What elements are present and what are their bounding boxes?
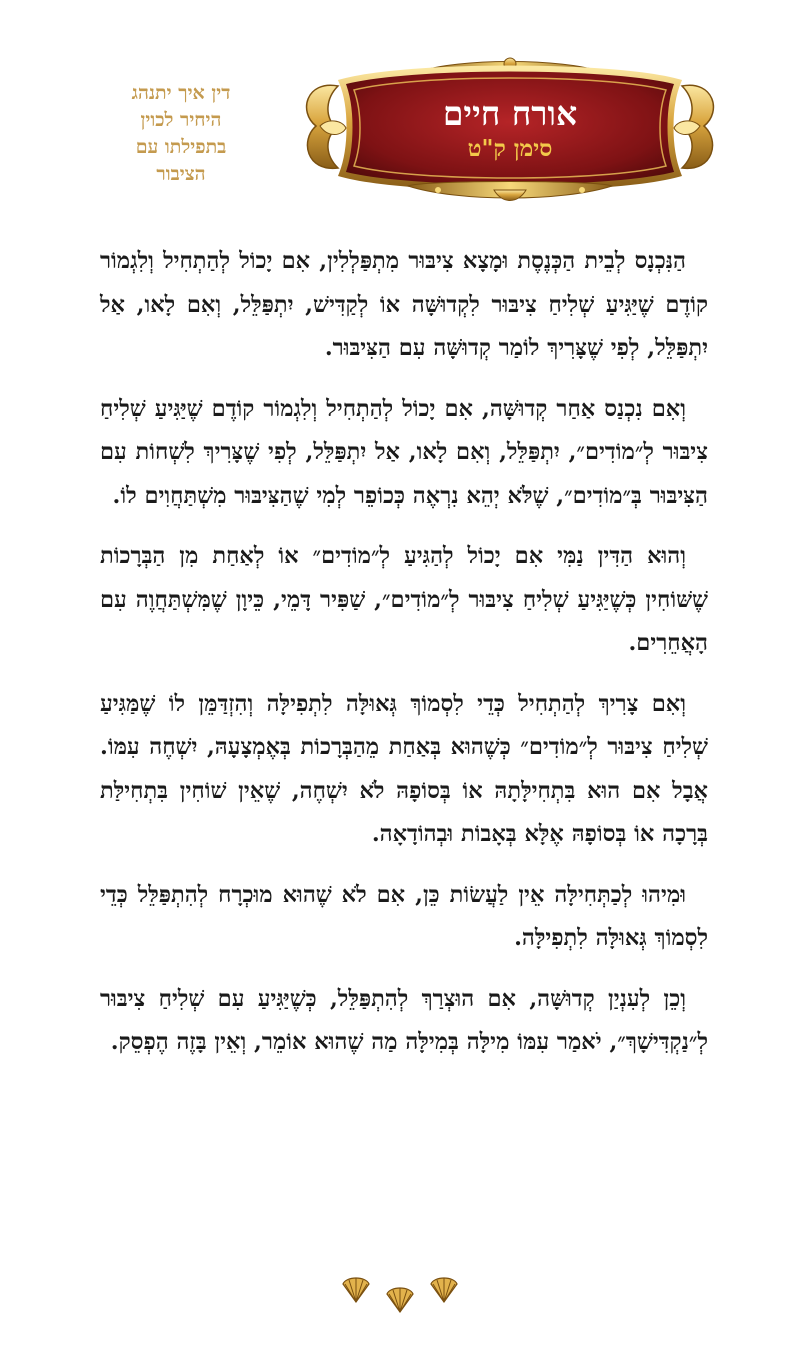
paragraph: וְכֵן לְעִנְיַן קְדוּשָּׁה, אִם הוּצְרַךְ לְהִתְפַּלֵּל, כְּשֶׁיַּגִּיעַ עִם שְׁלִיחַ צִיבּוּר לְ״נַקְדִּישָׁךְ״, יֹאמַר עִמּוֹ מִילָּה בְּמִילָּה מַה שֶׁהוּא אוֹמֵר, וְאֵין בָּזֶה הֶפְסֵק. [100, 985, 708, 1055]
topic-line: הציבור [156, 163, 206, 185]
topic-heading [96, 80, 266, 188]
topic-line: בתפילתו עם [135, 136, 227, 158]
paragraph: וְאִם צָרִיךְ לְהַתְחִיל כְּדֵי לִסְמוֹךְ גְּאוּלָּה לִתְפִילָּה וְהִזְדַּמֵּן לוֹ שֶׁמַּגִּיעַ שְׁלִיחַ צִיבּוּר לְ״מוֹדִים״ כְּשֶׁהוּא בְּאַחַת מֵהַבְּרָכוֹת בְּאֶמְצָעָהּ, יִשְׁחֶה עִמּוֹ. אֲבָל אִם הוּא בִּתְחִילָּתָהּ אוֹ בְּסוֹפָהּ לֹא יִשְׁחֶה, שֶׁאֵין שׁוֹחִין בִּתְחִילַּת בְּרָכָה אוֹ בְּסוֹפָהּ אֶלָּא בְּאָבוֹת וּבְהוֹדָאָה. [100, 690, 708, 847]
shell-ornament-icon [428, 1272, 460, 1304]
banner-subtitle: סימן ק"ט [467, 135, 553, 162]
topic-line: דין איך יתנהג [131, 82, 231, 104]
paragraph: וְהוּא הַדִּין נַמִּי אִם יָכוֹל לְהַגִּיעַ לְ״מוֹדִים״ אוֹ לְאַחַת מִן הַבְּרָכוֹת שֶׁשּׁוֹחִין כְּשֶׁיַּגִּיעַ שְׁלִיחַ צִיבּוּר לְ״מוֹדִים״, שַׁפִּיר דָּמֵי, כֵּיוָן שֶׁמִּשְׁתַּחֲוֶה עִם הָאֲחֵרִים. [100, 543, 708, 656]
topic-line: היחיר לכוין [140, 109, 222, 131]
halacha-text [100, 240, 708, 1082]
paragraph: הַנִּכְנָס לְבֵית הַכְּנֶסֶת וּמָצָא צִיבּוּר מִתְפַּלְלִין, אִם יָכוֹל לְהַתְחִיל וְלִגְמוֹר קוֹדֶם שֶׁיַּגִּיעַ שְׁלִיחַ צִיבּוּר לִקְדוּשָּׁה אוֹ לְקַדִּישׁ, יִתְפַּלֵּל, וְאִם לָאו, אַל יִתְפַּלֵּל, לְפִי שֶׁצָּרִיךְ לוֹמַר קְדוּשָּׁה עִם הַצִּיבּוּר. [100, 248, 708, 361]
paragraph: וְאִם נִכְנַס אַחַר קְדוּשָּׁה, אִם יָכוֹל לְהַתְחִיל וְלִגְמוֹר קוֹדֶם שֶׁיַּגִּיעַ שְׁלִיחַ צִיבּוּר לְ״מוֹדִים״, יִתְפַּלֵּל, וְאִם לָאו, אַל יִתְפַּלֵּל, לְפִי שֶׁצָּרִיךְ לִשְׁחוֹת עִם הַצִּיבּוּר בְּ״מוֹדִים״, שֶׁלֹּא יְהֵא נִרְאֶה כְּכוֹפֵר לְמִי שֶׁהַצִּיבּוּר מִשְׁתַּחֲוִים לוֹ. [100, 395, 708, 509]
banner-title: אורח חיים [442, 94, 578, 133]
shell-ornament-icon [340, 1272, 372, 1304]
shell-ornament-icon [384, 1282, 416, 1314]
end-ornament [336, 1272, 466, 1316]
paragraph: וּמִיהוּ לְכַתְּחִילָּה אֵין לַעֲשׂוֹת כֵּן, אִם לֹא שֶׁהוּא מוּכְרָח לְהִתְפַּלֵּל כְּדֵי לִסְמוֹךְ גְּאוּלָּה לִתְפִילָּה. [100, 881, 708, 951]
